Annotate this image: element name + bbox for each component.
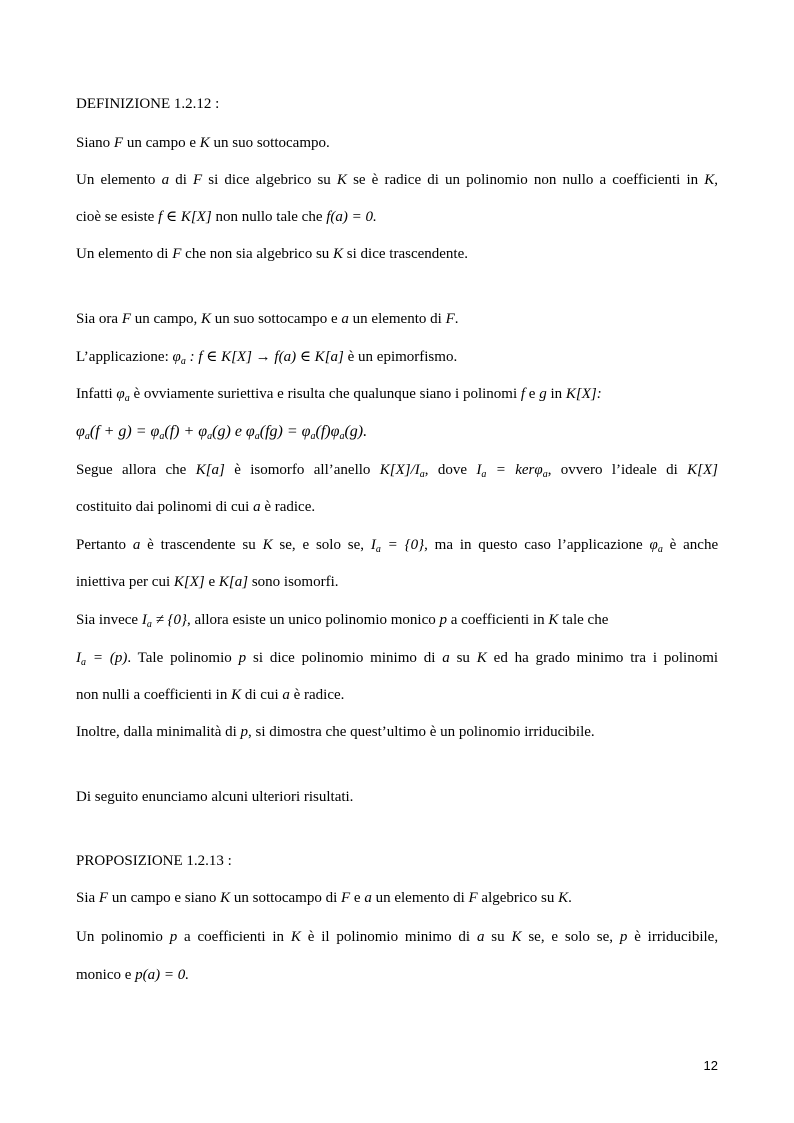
para2-line-10: $I_a = (p)$. Tale polinomio p si dice polinomio minimo di a su K ed ha grado minimo tra i polinomi bbox=[76, 650, 719, 668]
prop-line-3: monico e p(a) = 0. bbox=[76, 967, 190, 983]
page-number: 12 bbox=[703, 1058, 718, 1073]
para2-line-9: Sia invece $I_a \ne \{0\}$, allora esiste un unico polinomio monico p a coefficienti in K tale che bbox=[76, 612, 609, 630]
para3-line-1: Di seguito enunciamo alcuni ulteriori risultati. bbox=[76, 789, 354, 805]
para2-line-1: Sia ora F un campo, K un suo sottocampo e a un elemento di F. bbox=[76, 311, 459, 327]
def-line-3: cioè se esiste f ∈ K[X] non nullo tale che f(a) = 0. bbox=[76, 209, 377, 225]
para2-line-2: L’applicazione: $\varphi_a$ : f ∈ K[X] → f(a) ∈ K[a] è un epimorfismo. bbox=[76, 349, 458, 367]
para2-line-6: costituito dai polinomi di cui a è radice. bbox=[76, 499, 316, 515]
para2-line-8: iniettiva per cui K[X] e K[a] sono isomorfi. bbox=[76, 574, 339, 590]
para2-line-3: Infatti $\varphi_a$ è ovviamente suriettiva e risulta che qualunque siano i polinomi f e g in K[X]: bbox=[76, 386, 602, 404]
para2-line-7: Pertanto a è trascendente su K se, e solo se, $I_a = \{0\}$, ma in questo caso l’applicazione $\varphi_a$ è anche bbox=[76, 537, 719, 555]
prop-line-1: Sia F un campo e siano K un sottocampo di F e a un elemento di F algebrico su K. bbox=[76, 890, 572, 906]
def-line-4: Un elemento di F che non sia algebrico su K si dice trascendente. bbox=[76, 246, 468, 262]
def-line-1: Siano F un campo e K un suo sottocampo. bbox=[76, 135, 330, 151]
para2-line-11: non nulli a coefficienti in K di cui a è radice. bbox=[76, 687, 345, 703]
para2-line-5: Segue allora che K[a] è isomorfo all’anello $K[X]/I_a$, dove $I_a = ker\varphi_a$, ovvero l’ideale di K[X] bbox=[76, 462, 719, 480]
definition-heading: DEFINIZIONE 1.2.12 : bbox=[76, 96, 220, 112]
homomorphism-equations: $\varphi_a(f + g) = \varphi_a(f) + \varphi_a(g)$ e $\varphi_a(fg) = \varphi_a(f)\varphi_a(g)$. bbox=[76, 423, 368, 442]
def-line-2: Un elemento a di F si dice algebrico su K se è radice di un polinomio non nullo a coefficienti in K, bbox=[76, 172, 719, 188]
para2-line-12: Inoltre, dalla minimalità di p, si dimostra che quest’ultimo è un polinomio irriducibile. bbox=[76, 724, 595, 740]
proposition-heading: PROPOSIZIONE 1.2.13 : bbox=[76, 853, 232, 869]
prop-line-2: Un polinomio p a coefficienti in K è il polinomio minimo di a su K se, e solo se, p è irriducibile, bbox=[76, 929, 719, 945]
